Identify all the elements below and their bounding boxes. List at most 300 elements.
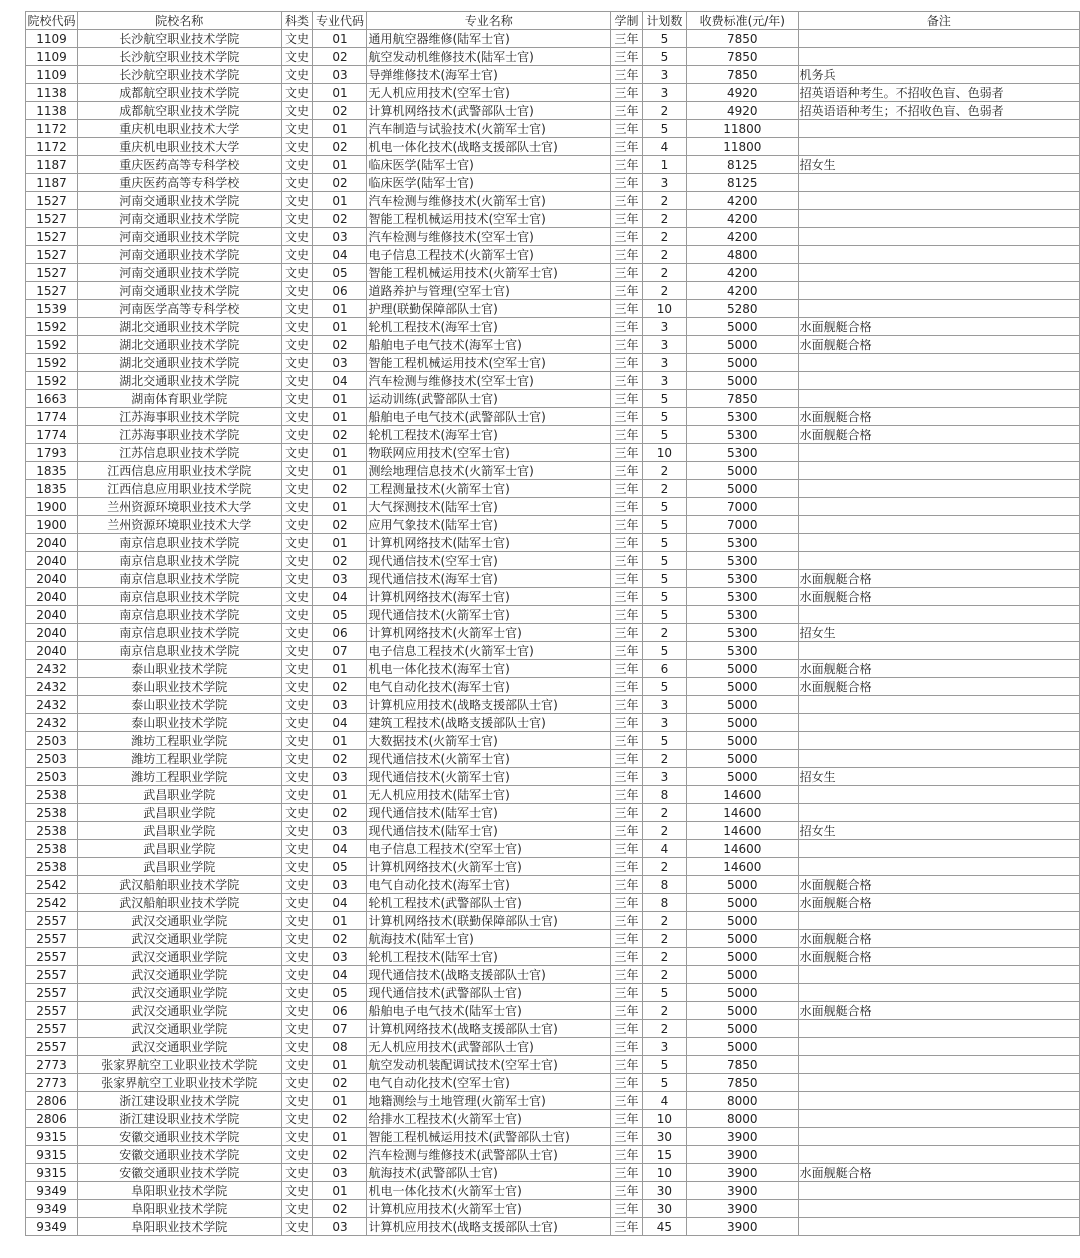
cell-subject-category: 文史 — [281, 1218, 313, 1236]
cell-subject-category: 文史 — [281, 768, 313, 786]
cell-major-name: 现代通信技术(战略支援部队士官) — [367, 966, 611, 984]
cell-major-code: 01 — [313, 300, 367, 318]
cell-tuition: 7000 — [686, 516, 798, 534]
cell-major-name: 电气自动化技术(海军士官) — [367, 678, 611, 696]
cell-plan-count: 30 — [642, 1200, 686, 1218]
cell-plan-count: 2 — [642, 804, 686, 822]
cell-school-code: 2040 — [26, 606, 78, 624]
cell-subject-category: 文史 — [281, 534, 313, 552]
cell-subject-category: 文史 — [281, 336, 313, 354]
cell-major-code: 05 — [313, 606, 367, 624]
table-row — [26, 912, 1080, 930]
cell-school-code: 1172 — [26, 120, 78, 138]
table-row — [26, 66, 1080, 84]
header-plan-count: 计划数 — [642, 12, 686, 30]
cell-major-name: 现代通信技术(陆军士官) — [367, 822, 611, 840]
cell-school-code: 2432 — [26, 678, 78, 696]
cell-tuition: 5300 — [686, 534, 798, 552]
table-row — [26, 318, 1080, 336]
cell-tuition: 5000 — [686, 714, 798, 732]
cell-major-code: 02 — [313, 336, 367, 354]
cell-school-code: 2542 — [26, 894, 78, 912]
cell-tuition: 14600 — [686, 822, 798, 840]
cell-subject-category: 文史 — [281, 1038, 313, 1056]
cell-tuition: 11800 — [686, 120, 798, 138]
cell-major-code: 06 — [313, 282, 367, 300]
cell-major-name: 轮机工程技术(武警部队士官) — [367, 894, 611, 912]
cell-school-name: 张家界航空工业职业技术学院 — [77, 1056, 281, 1074]
cell-school-code: 2432 — [26, 714, 78, 732]
cell-major-name: 航空发动机装配调试技术(空军士官) — [367, 1056, 611, 1074]
cell-subject-category: 文史 — [281, 912, 313, 930]
cell-major-name: 智能工程机械运用技术(武警部队士官) — [367, 1128, 611, 1146]
cell-duration: 三年 — [611, 462, 643, 480]
cell-remarks: 机务兵 — [798, 66, 1079, 84]
cell-tuition: 5000 — [686, 1020, 798, 1038]
cell-plan-count: 4 — [642, 840, 686, 858]
cell-school-code: 1172 — [26, 138, 78, 156]
table-row — [26, 444, 1080, 462]
cell-tuition: 5000 — [686, 930, 798, 948]
cell-school-code: 9349 — [26, 1182, 78, 1200]
cell-school-code: 9349 — [26, 1218, 78, 1236]
cell-major-code: 01 — [313, 408, 367, 426]
cell-duration: 三年 — [611, 1020, 643, 1038]
table-row — [26, 372, 1080, 390]
cell-major-name: 大气探测技术(陆军士官) — [367, 498, 611, 516]
cell-school-code: 2040 — [26, 624, 78, 642]
cell-duration: 三年 — [611, 1146, 643, 1164]
cell-plan-count: 5 — [642, 552, 686, 570]
table-row — [26, 516, 1080, 534]
cell-remarks — [798, 30, 1079, 48]
cell-major-name: 无人机应用技术(空军士官) — [367, 84, 611, 102]
cell-duration: 三年 — [611, 1074, 643, 1092]
cell-school-code: 1793 — [26, 444, 78, 462]
cell-plan-count: 3 — [642, 174, 686, 192]
cell-remarks — [798, 264, 1079, 282]
cell-tuition: 5000 — [686, 336, 798, 354]
cell-plan-count: 5 — [642, 1056, 686, 1074]
cell-major-code: 02 — [313, 678, 367, 696]
cell-major-name: 电子信息工程技术(空军士官) — [367, 840, 611, 858]
cell-major-name: 航海技术(陆军士官) — [367, 930, 611, 948]
cell-major-code: 01 — [313, 1092, 367, 1110]
cell-school-name: 重庆医药高等专科学校 — [77, 156, 281, 174]
cell-plan-count: 5 — [642, 606, 686, 624]
cell-school-code: 2806 — [26, 1092, 78, 1110]
table-row — [26, 714, 1080, 732]
table-row — [26, 408, 1080, 426]
cell-subject-category: 文史 — [281, 714, 313, 732]
table-row — [26, 30, 1080, 48]
cell-major-name: 机电一体化技术(战略支援部队士官) — [367, 138, 611, 156]
cell-tuition: 8125 — [686, 174, 798, 192]
cell-major-code: 02 — [313, 1110, 367, 1128]
cell-school-code: 1592 — [26, 336, 78, 354]
cell-plan-count: 2 — [642, 1020, 686, 1038]
cell-tuition: 14600 — [686, 858, 798, 876]
cell-duration: 三年 — [611, 1092, 643, 1110]
cell-major-code: 01 — [313, 444, 367, 462]
cell-duration: 三年 — [611, 300, 643, 318]
cell-school-code: 1900 — [26, 498, 78, 516]
cell-subject-category: 文史 — [281, 156, 313, 174]
cell-subject-category: 文史 — [281, 1146, 313, 1164]
cell-school-name: 武汉交通职业学院 — [77, 984, 281, 1002]
cell-remarks — [798, 1218, 1079, 1236]
cell-major-name: 建筑工程技术(战略支援部队士官) — [367, 714, 611, 732]
cell-remarks: 水面舰艇合格 — [798, 876, 1079, 894]
table-row — [26, 822, 1080, 840]
cell-plan-count: 2 — [642, 264, 686, 282]
cell-plan-count: 2 — [642, 822, 686, 840]
cell-school-code: 1835 — [26, 480, 78, 498]
cell-school-code: 2538 — [26, 804, 78, 822]
cell-major-code: 03 — [313, 228, 367, 246]
cell-major-code: 02 — [313, 930, 367, 948]
cell-tuition: 14600 — [686, 840, 798, 858]
cell-subject-category: 文史 — [281, 264, 313, 282]
cell-plan-count: 3 — [642, 372, 686, 390]
cell-school-name: 兰州资源环境职业技术大学 — [77, 498, 281, 516]
cell-duration: 三年 — [611, 894, 643, 912]
cell-plan-count: 2 — [642, 246, 686, 264]
cell-school-name: 湖北交通职业技术学院 — [77, 372, 281, 390]
cell-tuition: 5000 — [686, 1038, 798, 1056]
cell-plan-count: 2 — [642, 480, 686, 498]
cell-subject-category: 文史 — [281, 84, 313, 102]
cell-school-name: 湖北交通职业技术学院 — [77, 354, 281, 372]
cell-plan-count: 8 — [642, 876, 686, 894]
cell-tuition: 5000 — [686, 318, 798, 336]
cell-major-name: 无人机应用技术(武警部队士官) — [367, 1038, 611, 1056]
cell-remarks — [798, 732, 1079, 750]
cell-school-name: 安徽交通职业技术学院 — [77, 1164, 281, 1182]
cell-plan-count: 3 — [642, 66, 686, 84]
cell-major-name: 计算机网络技术(陆军士官) — [367, 534, 611, 552]
cell-remarks — [798, 1182, 1079, 1200]
cell-major-code: 02 — [313, 552, 367, 570]
cell-school-name: 长沙航空职业技术学院 — [77, 30, 281, 48]
cell-plan-count: 2 — [642, 102, 686, 120]
cell-plan-count: 5 — [642, 30, 686, 48]
cell-plan-count: 2 — [642, 210, 686, 228]
cell-major-name: 工程测量技术(火箭军士官) — [367, 480, 611, 498]
cell-plan-count: 5 — [642, 498, 686, 516]
cell-subject-category: 文史 — [281, 30, 313, 48]
cell-school-name: 泰山职业技术学院 — [77, 660, 281, 678]
cell-school-code: 2538 — [26, 840, 78, 858]
table-row — [26, 426, 1080, 444]
cell-major-name: 护理(联勤保障部队士官) — [367, 300, 611, 318]
cell-school-name: 河南交通职业技术学院 — [77, 282, 281, 300]
cell-duration: 三年 — [611, 66, 643, 84]
cell-duration: 三年 — [611, 426, 643, 444]
cell-duration: 三年 — [611, 930, 643, 948]
cell-subject-category: 文史 — [281, 174, 313, 192]
cell-subject-category: 文史 — [281, 822, 313, 840]
cell-major-code: 02 — [313, 138, 367, 156]
cell-subject-category: 文史 — [281, 498, 313, 516]
cell-school-name: 湖北交通职业技术学院 — [77, 336, 281, 354]
cell-major-name: 电子信息工程技术(火箭军士官) — [367, 246, 611, 264]
cell-major-code: 07 — [313, 1020, 367, 1038]
cell-school-code: 1592 — [26, 318, 78, 336]
cell-major-name: 计算机应用技术(火箭军士官) — [367, 1200, 611, 1218]
cell-plan-count: 5 — [642, 1074, 686, 1092]
cell-subject-category: 文史 — [281, 606, 313, 624]
cell-major-code: 03 — [313, 822, 367, 840]
table-row — [26, 1146, 1080, 1164]
cell-duration: 三年 — [611, 588, 643, 606]
table-row — [26, 660, 1080, 678]
cell-tuition: 3900 — [686, 1182, 798, 1200]
cell-school-name: 泰山职业技术学院 — [77, 678, 281, 696]
cell-school-code: 2040 — [26, 552, 78, 570]
cell-school-code: 1527 — [26, 246, 78, 264]
cell-duration: 三年 — [611, 336, 643, 354]
cell-duration: 三年 — [611, 732, 643, 750]
cell-school-code: 2557 — [26, 912, 78, 930]
cell-duration: 三年 — [611, 228, 643, 246]
cell-subject-category: 文史 — [281, 786, 313, 804]
table-row — [26, 858, 1080, 876]
table-row — [26, 354, 1080, 372]
cell-subject-category: 文史 — [281, 318, 313, 336]
cell-subject-category: 文史 — [281, 1128, 313, 1146]
cell-tuition: 14600 — [686, 804, 798, 822]
cell-plan-count: 3 — [642, 336, 686, 354]
cell-plan-count: 2 — [642, 858, 686, 876]
cell-plan-count: 5 — [642, 408, 686, 426]
cell-subject-category: 文史 — [281, 228, 313, 246]
table-row — [26, 984, 1080, 1002]
cell-school-name: 湖南体育职业学院 — [77, 390, 281, 408]
cell-subject-category: 文史 — [281, 372, 313, 390]
cell-school-code: 2557 — [26, 966, 78, 984]
table-row — [26, 48, 1080, 66]
cell-plan-count: 5 — [642, 984, 686, 1002]
cell-subject-category: 文史 — [281, 660, 313, 678]
cell-school-name: 武昌职业学院 — [77, 822, 281, 840]
cell-subject-category: 文史 — [281, 480, 313, 498]
cell-major-name: 物联网应用技术(空军士官) — [367, 444, 611, 462]
cell-tuition: 3900 — [686, 1146, 798, 1164]
cell-major-name: 智能工程机械运用技术(空军士官) — [367, 354, 611, 372]
cell-major-name: 通用航空器维修(陆军士官) — [367, 30, 611, 48]
cell-remarks — [798, 534, 1079, 552]
cell-subject-category: 文史 — [281, 1200, 313, 1218]
cell-plan-count: 3 — [642, 696, 686, 714]
cell-major-name: 现代通信技术(陆军士官) — [367, 804, 611, 822]
cell-remarks — [798, 1020, 1079, 1038]
cell-remarks — [798, 858, 1079, 876]
cell-plan-count: 2 — [642, 750, 686, 768]
cell-plan-count: 5 — [642, 48, 686, 66]
cell-duration: 三年 — [611, 282, 643, 300]
cell-school-name: 潍坊工程职业学院 — [77, 750, 281, 768]
cell-subject-category: 文史 — [281, 1092, 313, 1110]
cell-school-name: 武汉交通职业学院 — [77, 912, 281, 930]
cell-remarks: 招英语语种考生；不招收色盲、色弱者 — [798, 102, 1079, 120]
cell-school-name: 浙江建设职业技术学院 — [77, 1110, 281, 1128]
cell-remarks — [798, 246, 1079, 264]
cell-subject-category: 文史 — [281, 1164, 313, 1182]
cell-school-name: 河南医学高等专科学校 — [77, 300, 281, 318]
cell-plan-count: 45 — [642, 1218, 686, 1236]
table-row — [26, 642, 1080, 660]
cell-tuition: 5000 — [686, 768, 798, 786]
cell-subject-category: 文史 — [281, 66, 313, 84]
cell-tuition: 8000 — [686, 1092, 798, 1110]
cell-remarks — [798, 642, 1079, 660]
cell-subject-category: 文史 — [281, 444, 313, 462]
table-row — [26, 462, 1080, 480]
cell-remarks: 招英语语种考生。不招收色盲、色弱者 — [798, 84, 1079, 102]
cell-remarks — [798, 444, 1079, 462]
cell-plan-count: 1 — [642, 156, 686, 174]
table-row — [26, 570, 1080, 588]
cell-major-name: 汽车检测与维修技术(空军士官) — [367, 372, 611, 390]
cell-school-name: 河南交通职业技术学院 — [77, 228, 281, 246]
table-row — [26, 102, 1080, 120]
cell-major-code: 01 — [313, 732, 367, 750]
cell-plan-count: 2 — [642, 462, 686, 480]
cell-duration: 三年 — [611, 264, 643, 282]
cell-duration: 三年 — [611, 534, 643, 552]
cell-school-code: 1527 — [26, 192, 78, 210]
cell-major-name: 计算机网络技术(火箭军士官) — [367, 858, 611, 876]
cell-subject-category: 文史 — [281, 282, 313, 300]
cell-school-code: 1592 — [26, 354, 78, 372]
cell-plan-count: 3 — [642, 354, 686, 372]
cell-school-name: 江西信息应用职业技术学院 — [77, 462, 281, 480]
header-subject-category: 科类 — [281, 12, 313, 30]
cell-major-code: 01 — [313, 534, 367, 552]
cell-subject-category: 文史 — [281, 984, 313, 1002]
cell-school-name: 河南交通职业技术学院 — [77, 210, 281, 228]
cell-school-code: 1187 — [26, 156, 78, 174]
cell-school-name: 安徽交通职业技术学院 — [77, 1146, 281, 1164]
table-header — [26, 12, 1080, 30]
cell-subject-category: 文史 — [281, 624, 313, 642]
table-row — [26, 120, 1080, 138]
cell-major-name: 计算机网络技术(火箭军士官) — [367, 624, 611, 642]
cell-duration: 三年 — [611, 1002, 643, 1020]
cell-major-code: 05 — [313, 264, 367, 282]
cell-duration: 三年 — [611, 1038, 643, 1056]
cell-duration: 三年 — [611, 1110, 643, 1128]
cell-subject-category: 文史 — [281, 102, 313, 120]
cell-tuition: 7850 — [686, 66, 798, 84]
cell-school-name: 重庆机电职业技术大学 — [77, 120, 281, 138]
cell-remarks — [798, 300, 1079, 318]
cell-remarks — [798, 498, 1079, 516]
cell-remarks — [798, 210, 1079, 228]
cell-subject-category: 文史 — [281, 462, 313, 480]
cell-plan-count: 30 — [642, 1128, 686, 1146]
cell-duration: 三年 — [611, 156, 643, 174]
cell-school-name: 武汉交通职业学院 — [77, 1020, 281, 1038]
cell-major-code: 06 — [313, 624, 367, 642]
cell-school-code: 1527 — [26, 282, 78, 300]
cell-duration: 三年 — [611, 318, 643, 336]
cell-duration: 三年 — [611, 552, 643, 570]
cell-tuition: 5000 — [686, 354, 798, 372]
cell-school-name: 南京信息职业技术学院 — [77, 552, 281, 570]
cell-plan-count: 10 — [642, 1164, 686, 1182]
table-row — [26, 336, 1080, 354]
table-row — [26, 1074, 1080, 1092]
cell-school-name: 武汉交通职业学院 — [77, 930, 281, 948]
cell-plan-count: 5 — [642, 570, 686, 588]
table-row — [26, 966, 1080, 984]
cell-plan-count: 5 — [642, 426, 686, 444]
cell-remarks — [798, 552, 1079, 570]
cell-remarks — [798, 1200, 1079, 1218]
table-row — [26, 624, 1080, 642]
cell-major-code: 07 — [313, 642, 367, 660]
cell-remarks — [798, 480, 1079, 498]
cell-tuition: 4200 — [686, 210, 798, 228]
cell-duration: 三年 — [611, 642, 643, 660]
header-school-code: 院校代码 — [27, 13, 76, 28]
table-row — [26, 1218, 1080, 1236]
cell-remarks: 水面舰艇合格 — [798, 336, 1079, 354]
cell-school-name: 武昌职业学院 — [77, 804, 281, 822]
cell-school-code: 2557 — [26, 1002, 78, 1020]
cell-remarks — [798, 840, 1079, 858]
cell-major-code: 02 — [313, 102, 367, 120]
cell-remarks — [798, 714, 1079, 732]
cell-school-name: 潍坊工程职业学院 — [77, 732, 281, 750]
cell-major-code: 01 — [313, 498, 367, 516]
cell-tuition: 7850 — [686, 390, 798, 408]
cell-school-code: 2503 — [26, 732, 78, 750]
table-row — [26, 678, 1080, 696]
cell-school-name: 南京信息职业技术学院 — [77, 588, 281, 606]
cell-major-code: 01 — [313, 390, 367, 408]
cell-remarks — [798, 1110, 1079, 1128]
cell-subject-category: 文史 — [281, 516, 313, 534]
cell-school-code: 1109 — [26, 66, 78, 84]
cell-school-code: 2557 — [26, 984, 78, 1002]
cell-duration: 三年 — [611, 984, 643, 1002]
cell-school-name: 南京信息职业技术学院 — [77, 624, 281, 642]
cell-tuition: 8125 — [686, 156, 798, 174]
cell-tuition: 5000 — [686, 372, 798, 390]
table-row — [26, 732, 1080, 750]
cell-major-name: 机电一体化技术(火箭军士官) — [367, 1182, 611, 1200]
cell-school-code: 2557 — [26, 948, 78, 966]
cell-remarks — [798, 750, 1079, 768]
cell-subject-category: 文史 — [281, 300, 313, 318]
cell-subject-category: 文史 — [281, 1002, 313, 1020]
cell-subject-category: 文史 — [281, 930, 313, 948]
cell-remarks: 水面舰艇合格 — [798, 948, 1079, 966]
cell-major-code: 01 — [313, 1128, 367, 1146]
table-row — [26, 300, 1080, 318]
cell-duration: 三年 — [611, 516, 643, 534]
cell-major-code: 03 — [313, 876, 367, 894]
cell-school-code: 9315 — [26, 1146, 78, 1164]
cell-duration: 三年 — [611, 948, 643, 966]
cell-tuition: 5300 — [686, 444, 798, 462]
cell-school-name: 武汉交通职业学院 — [77, 948, 281, 966]
cell-remarks — [798, 912, 1079, 930]
cell-remarks — [798, 606, 1079, 624]
